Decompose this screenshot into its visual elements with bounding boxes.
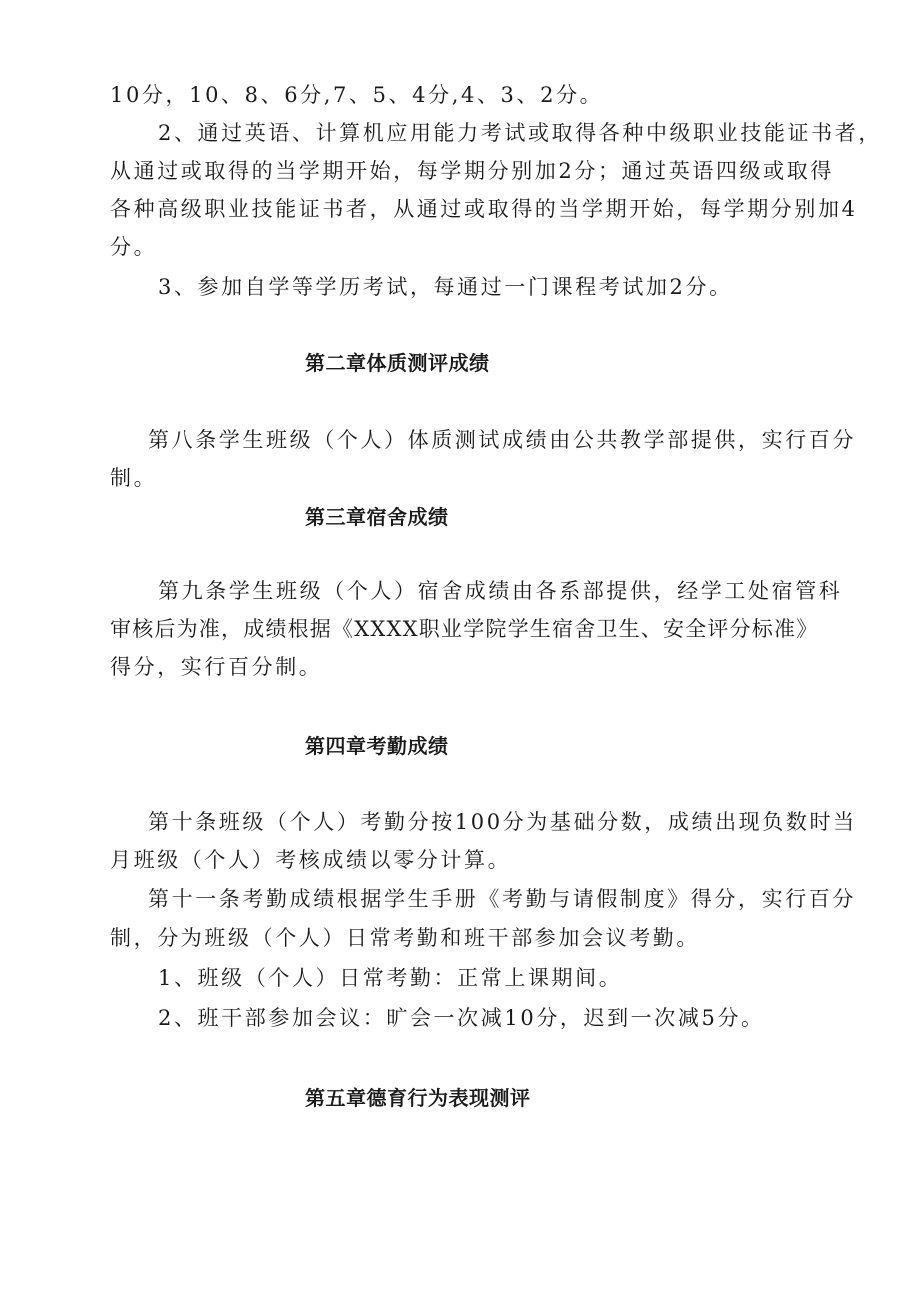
chapter-heading: 第三章宿舍成绩 (305, 505, 449, 529)
paragraph-line: 制，分为班级（个人）日常考勤和班干部参加会议考勤。 (110, 926, 700, 950)
paragraph-line: 第九条学生班级（个人）宿舍成绩由各系部提供，经学工处宿管科 (158, 579, 843, 603)
paragraph-line: 第八条学生班级（个人）体质测试成绩由公共教学部提供，实行百分 (148, 428, 856, 452)
paragraph-line: 10分，10、8、6分,7、5、4分,4、3、2分。 (110, 83, 604, 107)
paragraph-line: 月班级（个人）考核成绩以零分计算。 (110, 848, 512, 872)
paragraph-line: 3、参加自学等学历考试，每通过一门课程考试加2分。 (158, 275, 733, 299)
paragraph-line: 分。 (110, 235, 158, 259)
paragraph-line: 2、通过英语、计算机应用能力考试或取得各种中级职业技能证书者， (158, 121, 882, 145)
paragraph-line: 1、班级（个人）日常考勤：正常上课期间。 (158, 966, 623, 990)
chapter-heading: 第五章德育行为表现测评 (305, 1086, 531, 1110)
paragraph-line: 第十一条考勤成绩根据学生手册《考勤与请假制度》得分，实行百分 (148, 887, 856, 911)
paragraph-line: 2、班干部参加会议：旷会一次减10分，迟到一次减5分。 (158, 1006, 765, 1030)
paragraph-line: 制。 (110, 466, 158, 490)
paragraph-line: 得分，实行百分制。 (110, 655, 323, 679)
chapter-heading: 第二章体质测评成绩 (305, 351, 490, 375)
paragraph-line: 审核后为准，成绩根据《XXXX职业学院学生宿舍卫生、安全评分标准》 (110, 617, 819, 641)
paragraph-line: 从通过或取得的当学期开始，每学期分别加2分；通过英语四级或取得 (110, 159, 834, 183)
paragraph-line: 各种高级职业技能证书者，从通过或取得的当学期开始，每学期分别加4 (110, 197, 858, 221)
paragraph-line: 第十条班级（个人）考勤分按100分为基础分数，成绩出现负数时当 (148, 810, 857, 834)
chapter-heading: 第四章考勤成绩 (305, 734, 449, 758)
